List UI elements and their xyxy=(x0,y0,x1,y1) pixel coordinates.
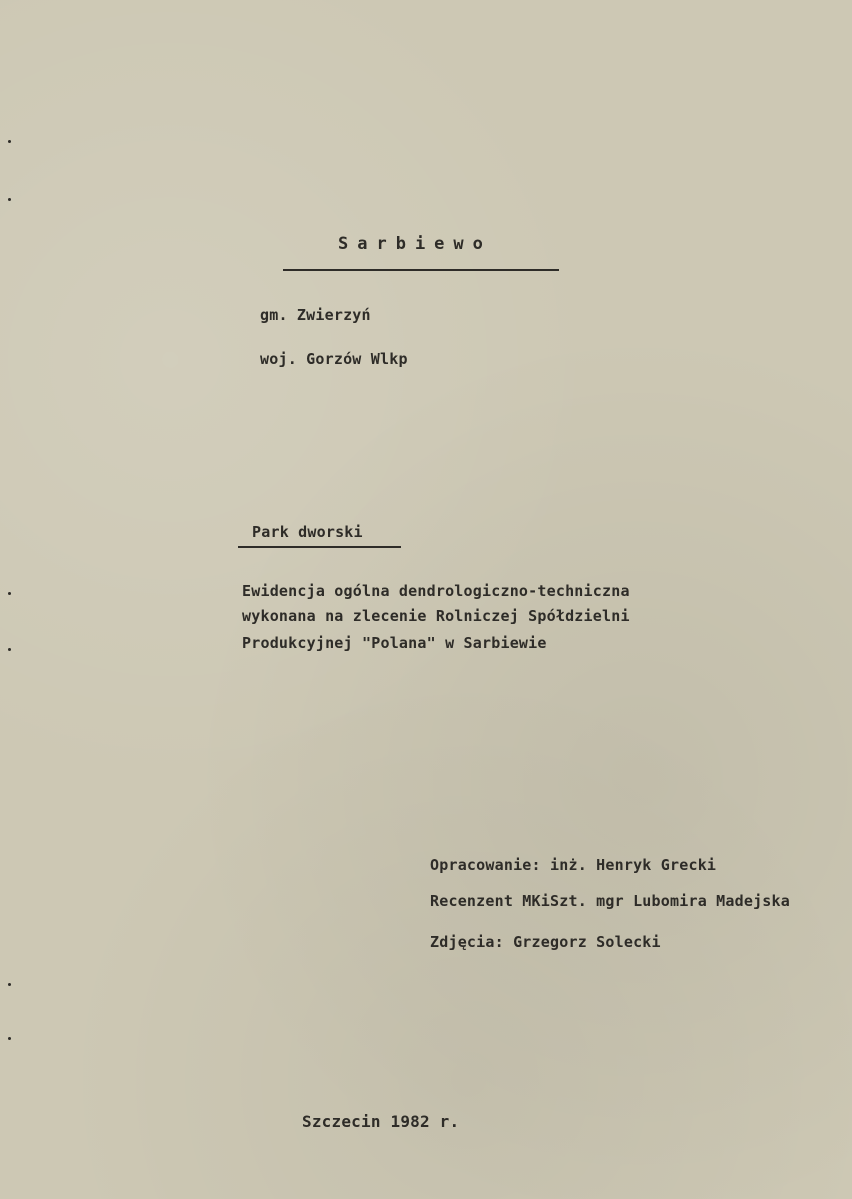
commune-line: gm. Zwierzyń xyxy=(260,306,371,324)
title-underline xyxy=(283,269,559,271)
section-heading: Park dworski xyxy=(252,523,363,541)
document-title: Sarbiewo xyxy=(338,234,492,254)
description-line: wykonana na zlecenie Rolniczej Spółdzielni xyxy=(242,607,630,625)
description-line: Produkcyjnej "Polana" w Sarbiewie xyxy=(242,634,547,652)
margin-mark xyxy=(8,140,11,143)
credit-reviewer: Recenzent MKiSzt. mgr Lubomira Madejska xyxy=(430,892,790,910)
credit-photos: Zdjęcia: Grzegorz Solecki xyxy=(430,933,661,951)
voivodeship-line: woj. Gorzów Wlkp xyxy=(260,350,408,368)
place-date: Szczecin 1982 r. xyxy=(302,1112,460,1131)
margin-mark xyxy=(8,983,11,986)
margin-mark xyxy=(8,592,11,595)
margin-mark xyxy=(8,1037,11,1040)
description-line: Ewidencja ogólna dendrologiczno-techniczna xyxy=(242,582,630,600)
section-heading-underline xyxy=(238,546,401,548)
margin-mark xyxy=(8,648,11,651)
margin-mark xyxy=(8,198,11,201)
credit-author: Opracowanie: inż. Henryk Grecki xyxy=(430,856,717,874)
